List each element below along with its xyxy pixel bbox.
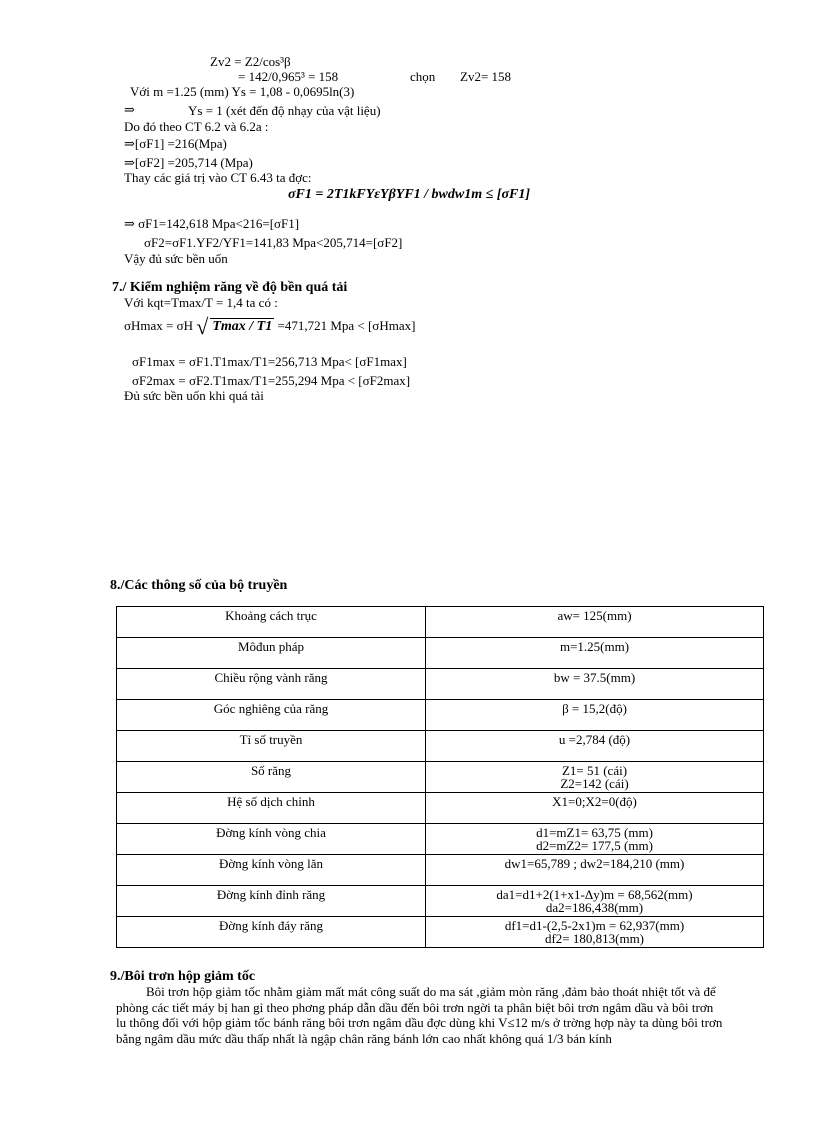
value-line-1: da1=d1+2(1+x1-Δy)m = 68,562(mm) [496, 887, 693, 902]
table-row [117, 638, 764, 669]
param-value [426, 731, 764, 762]
param-label: Đờng kính vòng chia [117, 824, 426, 855]
table-row [117, 793, 764, 824]
sigma-hmax-lhs: σHmax = σH [124, 318, 194, 333]
bending-ok-text: Vậy đủ sức bền uốn [124, 251, 228, 266]
table-row [117, 731, 764, 762]
ys-value: Ys = 1 (xét đến độ nhạy của vật liệu) [188, 103, 381, 118]
table-row [117, 855, 764, 886]
table-row [117, 917, 764, 948]
param-label: Tỉ số truyền [117, 731, 426, 762]
sigma-f2-check: σF2=σF1.YF2/YF1=141,83 Mpa<205,714=[σF2] [144, 235, 403, 250]
value-line-1: dw1=65,789 ; dw2=184,210 (mm) [504, 856, 685, 871]
sigma-f1-check: ⇒ σF1=142,618 Mpa<216=[σF1] [124, 216, 300, 231]
param-value [426, 917, 764, 948]
section7-title: 7./ Kiểm nghiệm răng về độ bền quá tải [112, 280, 348, 295]
value-line-1: Z1= 51 (cái) [561, 763, 628, 778]
param-value [426, 824, 764, 855]
param-value [426, 607, 764, 638]
implies-icon: ⇒ [124, 102, 135, 117]
sigma-hmax-rhs: =471,721 Mpa < [σHmax] [277, 318, 416, 333]
value-line-2: df2= 180,813(mm) [544, 931, 645, 946]
choose-label: chọn [410, 69, 436, 84]
sigma-f1-allow: ⇒[σF1] =216(Mpa) [124, 136, 227, 151]
sigma-f2max-line: σF2max = σF2.T1max/T1=255,294 Mpa < [σF2max] [132, 373, 411, 388]
ct-reference: Do đó theo CT 6.2 và 6.2a : [124, 119, 269, 134]
sigma-hmax-line [124, 314, 416, 339]
param-label: Đờng kính đáy răng [117, 917, 426, 948]
table-row [117, 824, 764, 855]
param-value [426, 638, 764, 669]
value-line-1: X1=0;X2=0(độ) [552, 794, 637, 809]
kqt-text: Với kqt=Tmax/T = 1,4 ta có : [124, 295, 278, 310]
bending-stress-formula: σF1 = 2T1kFYεYβYF1 / bwdw1m ≤ [σF1] [288, 187, 531, 202]
parameters-table [116, 606, 764, 948]
table-row [117, 669, 764, 700]
param-label: Chiều rộng vành răng [117, 669, 426, 700]
ys-formula: Với m =1.25 (mm) Ys = 1,08 - 0,0695ln(3) [130, 84, 355, 99]
table-row [117, 700, 764, 731]
table-row [117, 762, 764, 793]
sigma-f2-allow: ⇒[σF2] =205,714 (Mpa) [124, 155, 253, 170]
table-row [117, 607, 764, 638]
value-line-1: aw= 125(mm) [557, 608, 632, 623]
section9-title: 9./Bôi trơn hộp giảm tốc [110, 969, 256, 984]
value-line-2: Z2=142 (cái) [560, 776, 629, 791]
param-value [426, 669, 764, 700]
sqrt-radicand: Tmax / T1 [212, 319, 273, 334]
section8-title: 8./Các thông số của bộ truyền [110, 578, 288, 593]
value-line-1: β = 15,2(độ) [562, 701, 627, 716]
param-label: Góc nghiêng của răng [117, 700, 426, 731]
sqrt-icon: √ [196, 314, 209, 339]
zv2-calc: = 142/0,965³ = 158 [238, 69, 339, 84]
param-value [426, 700, 764, 731]
param-label: Đờng kính đỉnh răng [117, 886, 426, 917]
param-label: Đờng kính vòng lăn [117, 855, 426, 886]
value-line-1: d1=mZ1= 63,75 (mm) [536, 825, 653, 840]
param-label: Số răng [117, 762, 426, 793]
substitute-text: Thay các giá trị vào CT 6.43 ta đợc: [124, 170, 312, 185]
zv2-chosen: Zv2= 158 [460, 69, 512, 84]
value-line-1: m=1.25(mm) [559, 639, 630, 654]
zv2-formula: Zv2 = Z2/cos³β [210, 54, 291, 69]
table-row [117, 886, 764, 917]
param-value [426, 886, 764, 917]
overload-ok-text: Đủ sức bền uốn khi quá tải [124, 388, 264, 403]
param-value [426, 793, 764, 824]
param-value [426, 762, 764, 793]
value-line-1: bw = 37.5(mm) [553, 670, 636, 685]
param-label: Hệ số dịch chỉnh [117, 793, 426, 824]
value-line-2: da2=186,438(mm) [545, 900, 644, 915]
lubrication-paragraph: Bôi trơn hộp giảm tốc nhằm giảm mất mát công suất do ma sát ,giảm mòn răng ,đảm bảo thoát nhiệt tốt và để phòng các tiết máy bị han gỉ theo phơng pháp dẫn dầu đến bôi trơn ngời ta phân biệt bôi trơn ngâm dầu và bôi trơn lu thông đối với hộp giảm tốc bánh răng bôi trơn ngâm dầu đợc dùng khi V≤12 m/s ở trờng hợp này ta dùng bôi trơn bằng ngâm dầu mức dầu thấp nhất là ngập chân răng bánh lớn cao nhất không quá 1/3 bán kính [116, 984, 723, 1046]
param-value [426, 855, 764, 886]
value-line-1: u =2,784 (độ) [558, 732, 631, 747]
param-label: Khoảng cách trục [117, 607, 426, 638]
value-line-2: d2=mZ2= 177,5 (mm) [536, 838, 653, 853]
param-label: Môđun pháp [117, 638, 426, 669]
sigma-f1max-line: σF1max = σF1.T1max/T1=256,713 Mpa< [σF1max] [132, 354, 407, 369]
value-line-1: df1=d1-(2,5-2x1)m = 62,937(mm) [504, 918, 685, 933]
